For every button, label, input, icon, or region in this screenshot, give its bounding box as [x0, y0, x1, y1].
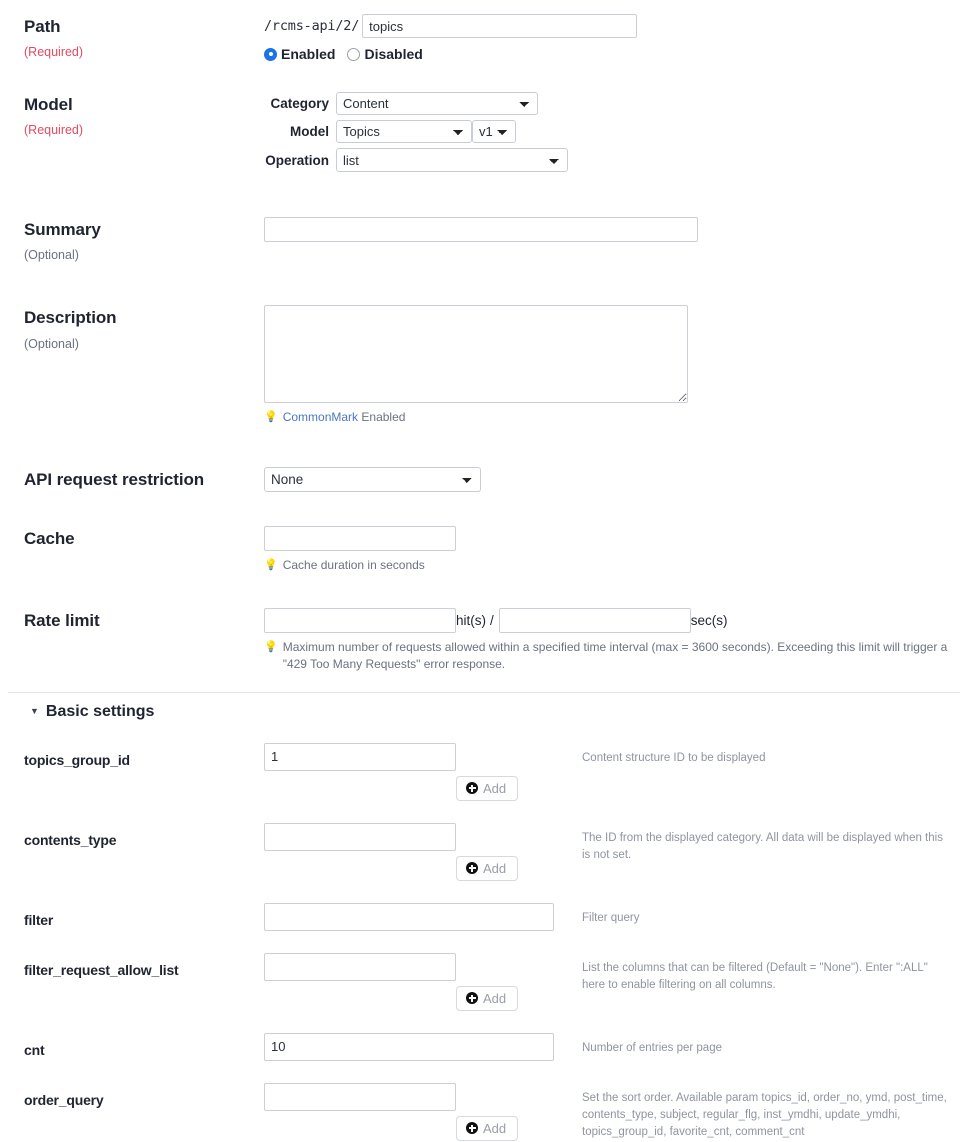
add-button[interactable]: [456, 986, 518, 1011]
description-optional-note: (Optional): [24, 336, 79, 351]
description-hint-text: [283, 409, 406, 426]
plus-circle-icon: [466, 1122, 478, 1134]
param-input[interactable]: [264, 903, 554, 931]
rate-limit-title: Rate limit: [24, 611, 100, 631]
cache-label-col: [24, 526, 264, 549]
bulb-icon: 💡: [264, 641, 278, 654]
param-input[interactable]: [264, 1083, 456, 1111]
description-label-col: [24, 305, 264, 351]
api-request-restriction-select[interactable]: [264, 467, 481, 492]
rate-limit-inputs: [264, 608, 968, 633]
add-button-wrap: [264, 1116, 582, 1141]
radio-enabled[interactable]: [264, 48, 277, 61]
category-label: Category: [270, 96, 329, 111]
cache-field-row: [0, 526, 968, 574]
rate-limit-hits-input[interactable]: [264, 608, 456, 633]
add-button-label: Add: [483, 1120, 507, 1136]
summary-optional-note: (Optional): [24, 248, 79, 263]
category-line: [264, 92, 968, 115]
radio-disabled[interactable]: [347, 48, 360, 61]
param-row: [0, 953, 968, 1011]
summary-field-row: [0, 217, 968, 263]
param-field: [264, 903, 582, 931]
rate-limit-secs-input[interactable]: [499, 608, 691, 633]
param-name: contents_type: [24, 831, 117, 848]
add-button[interactable]: [456, 1116, 518, 1141]
param-row: [0, 823, 968, 881]
summary-label-col: [24, 217, 264, 263]
rate-limit-label-col: [24, 608, 264, 631]
param-field: [264, 953, 582, 1011]
description-textarea[interactable]: [264, 305, 688, 403]
param-help-text: Content structure ID to be displayed: [582, 751, 766, 764]
add-button-label: Add: [483, 780, 507, 796]
add-button[interactable]: [456, 776, 518, 801]
rate-limit-hint-text: Maximum number of requests allowed within a specified time interval (max = 3600 seconds). Exceeding this limit will trigger a "429 Too Many Requests" error response.: [282, 640, 948, 672]
model-select-grid: [264, 92, 968, 172]
param-help-text: The ID from the displayed category. All data will be displayed when this is not set.: [582, 831, 943, 862]
operation-line: [264, 148, 968, 172]
path-field-row: [0, 0, 968, 62]
plus-circle-icon: [466, 862, 478, 874]
model-title: Model: [24, 95, 73, 114]
operation-label: Operation: [265, 152, 329, 168]
path-status-radio-group: [264, 46, 968, 62]
add-button[interactable]: [456, 856, 518, 881]
rate-limit-hint: [264, 639, 959, 674]
category-select[interactable]: [336, 92, 538, 115]
cache-input[interactable]: [264, 526, 456, 551]
rate-limit-field-row: [0, 608, 968, 674]
cache-hint-text: Cache duration in seconds: [282, 557, 425, 572]
add-button-wrap: [264, 986, 582, 1011]
summary-input[interactable]: [264, 217, 698, 242]
param-field: [264, 823, 582, 881]
commonmark-link[interactable]: CommonMark: [282, 410, 359, 425]
path-label-col: [24, 14, 264, 60]
param-field: [264, 743, 582, 801]
param-name: order_query: [24, 1091, 104, 1108]
rate-limit-separator: /: [490, 613, 494, 629]
path-required-note: (Required): [24, 45, 84, 60]
basic-settings-toggle[interactable]: [0, 703, 968, 721]
model-label: Model: [290, 124, 329, 139]
add-button-label: Add: [483, 860, 507, 876]
param-help-text: Set the sort order. Available param topics_id, order_no, ymd, post_time, contents_type, subject, regular_flg, inst_ymdhi, update_ymdhi, topics_group_id, favorite_cnt, comment_cnt: [582, 1091, 947, 1139]
model-line: [264, 120, 968, 143]
path-input[interactable]: [362, 14, 637, 38]
param-input[interactable]: [264, 743, 456, 771]
description-field-row: [0, 305, 968, 426]
api-request-restriction-field-col: [264, 467, 968, 492]
param-row: [0, 743, 968, 801]
basic-settings-title: Basic settings: [45, 702, 155, 720]
plus-circle-icon: [466, 992, 478, 1004]
caret-down-icon[interactable]: ▼: [30, 706, 39, 717]
rate-limit-hits-unit: hit(s): [456, 613, 486, 629]
rate-limit-secs-unit: sec(s): [690, 613, 728, 629]
bulb-icon: 💡: [264, 411, 278, 424]
cache-title: Cache: [24, 528, 75, 548]
path-field-col: [264, 14, 968, 62]
description-title: Description: [24, 308, 117, 328]
param-field: [264, 1083, 582, 1141]
param-name: topics_group_id: [24, 751, 130, 768]
operation-select[interactable]: [336, 148, 568, 172]
model-field-row: [0, 92, 968, 172]
model-required-note: (Required): [24, 123, 84, 138]
commonmark-suffix: Enabled: [358, 410, 406, 425]
param-help-text: Number of entries per page: [582, 1041, 722, 1054]
param-help-text: Filter query: [582, 911, 640, 924]
api-request-restriction-label-col: [24, 467, 264, 490]
bulb-icon: 💡: [264, 558, 278, 571]
param-name: filter_request_allow_list: [24, 961, 179, 978]
plus-circle-icon: [466, 782, 478, 794]
param-input[interactable]: [264, 823, 456, 851]
rate-limit-field-col: [264, 608, 968, 674]
cache-field-col: [264, 526, 968, 574]
param-row: [0, 903, 968, 931]
param-input[interactable]: [264, 953, 456, 981]
summary-field-col: [264, 217, 968, 242]
description-field-col: [264, 305, 968, 426]
summary-title: Summary: [24, 220, 101, 239]
add-button-wrap: [264, 856, 582, 881]
basic-settings-params: [0, 743, 968, 1142]
api-request-restriction-row: [0, 467, 968, 492]
add-button-label: Add: [483, 990, 507, 1006]
cache-hint: [264, 557, 968, 574]
section-divider: [8, 692, 960, 693]
model-field-col: [264, 92, 968, 172]
path-input-line: [264, 14, 968, 38]
param-help-text: List the columns that can be filtered (Default = "None"). Enter ":ALL" here to enable filtering on all columns.: [582, 961, 928, 992]
api-request-restriction-title: API request restriction: [24, 469, 205, 489]
path-title: Path: [24, 17, 61, 36]
path-prefix: /rcms-api/2/: [264, 18, 360, 34]
version-select[interactable]: [472, 120, 516, 143]
description-hint: [264, 409, 968, 426]
param-name: cnt: [24, 1041, 45, 1058]
radio-enabled-label[interactable]: Enabled: [281, 46, 336, 62]
param-name: filter: [24, 911, 54, 928]
model-label-col: [24, 92, 264, 138]
radio-disabled-label[interactable]: Disabled: [364, 46, 423, 62]
add-button-wrap: [264, 776, 582, 801]
param-row: [0, 1083, 968, 1142]
model-select[interactable]: [336, 120, 472, 143]
